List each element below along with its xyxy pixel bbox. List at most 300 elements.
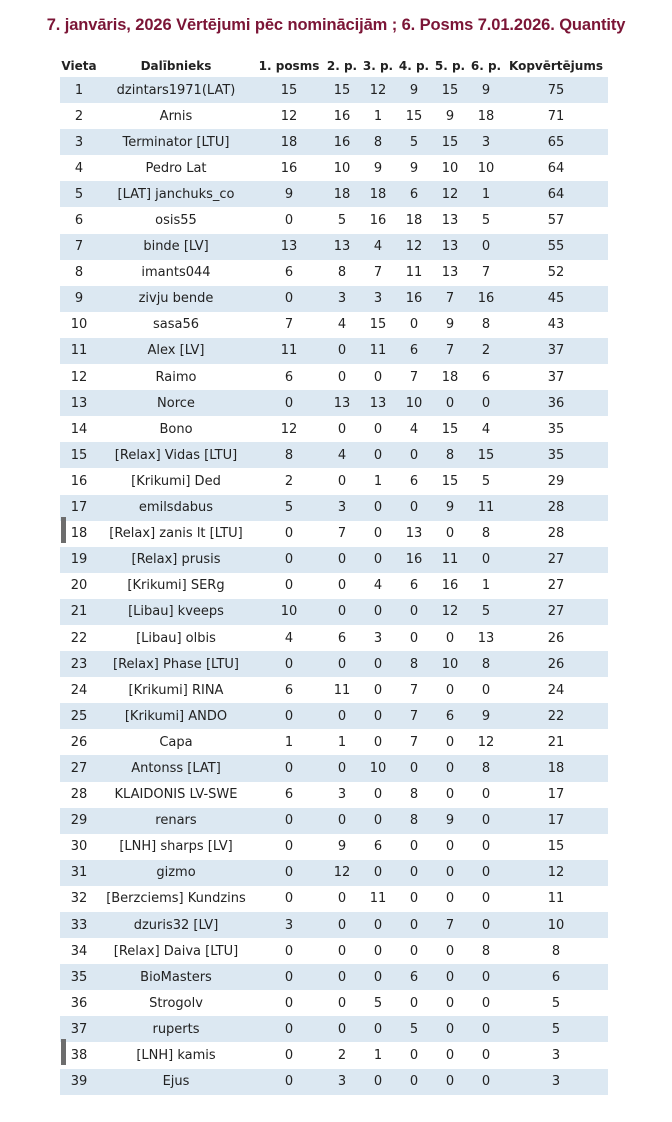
cell-stage-3: 0 (360, 599, 396, 625)
cell-stage-2: 0 (324, 703, 360, 729)
cell-place: 38 (60, 1042, 98, 1068)
cell-total: 27 (504, 599, 608, 625)
table-row (60, 234, 608, 260)
cell-stage-1: 2 (254, 468, 324, 494)
cell-participant: [LAT] janchuks_co (98, 181, 254, 207)
cell-stage-2: 0 (324, 990, 360, 1016)
cell-stage-4: 8 (396, 782, 432, 808)
cell-stage-2: 0 (324, 755, 360, 781)
cell-place: 8 (60, 260, 98, 286)
cell-place: 29 (60, 808, 98, 834)
cell-stage-4: 0 (396, 625, 432, 651)
cell-participant: [Relax] zanis lt [LTU] (98, 521, 254, 547)
cell-stage-6: 0 (468, 1016, 504, 1042)
cell-stage-6: 1 (468, 573, 504, 599)
cell-stage-3: 8 (360, 129, 396, 155)
cell-participant: [Berzciems] Kundzins (98, 886, 254, 912)
table-row (60, 77, 608, 103)
cell-place: 26 (60, 729, 98, 755)
cell-stage-5: 0 (432, 886, 468, 912)
cell-participant: Capa (98, 729, 254, 755)
cell-total: 21 (504, 729, 608, 755)
cell-stage-5: 0 (432, 860, 468, 886)
cell-stage-3: 16 (360, 207, 396, 233)
table-row (60, 286, 608, 312)
table-row (60, 547, 608, 573)
cell-stage-1: 0 (254, 938, 324, 964)
cell-total: 52 (504, 260, 608, 286)
cell-total: 11 (504, 886, 608, 912)
cell-stage-5: 9 (432, 495, 468, 521)
cell-place: 6 (60, 207, 98, 233)
cell-total: 35 (504, 416, 608, 442)
cell-place: 9 (60, 286, 98, 312)
cell-stage-1: 0 (254, 390, 324, 416)
header-participant: Dalībnieks (98, 55, 254, 77)
cell-stage-5: 13 (432, 260, 468, 286)
cell-place: 2 (60, 103, 98, 129)
cell-stage-2: 10 (324, 155, 360, 181)
cell-stage-4: 7 (396, 677, 432, 703)
table-row (60, 729, 608, 755)
cell-stage-2: 0 (324, 468, 360, 494)
cell-stage-5: 0 (432, 1069, 468, 1095)
cell-stage-4: 10 (396, 390, 432, 416)
cell-participant: renars (98, 808, 254, 834)
cell-stage-6: 5 (468, 468, 504, 494)
cell-stage-2: 8 (324, 260, 360, 286)
table-row (60, 782, 608, 808)
cell-stage-3: 9 (360, 155, 396, 181)
table-row (60, 468, 608, 494)
cell-participant: [Krikumi] Ded (98, 468, 254, 494)
table-row (60, 755, 608, 781)
cell-stage-2: 13 (324, 390, 360, 416)
cell-total: 10 (504, 912, 608, 938)
table-row (60, 390, 608, 416)
cell-total: 28 (504, 495, 608, 521)
cell-stage-2: 1 (324, 729, 360, 755)
cell-stage-2: 0 (324, 964, 360, 990)
cell-stage-2: 3 (324, 1069, 360, 1095)
cell-stage-5: 0 (432, 782, 468, 808)
cell-participant: Terminator [LTU] (98, 129, 254, 155)
cell-stage-3: 3 (360, 286, 396, 312)
cell-place: 33 (60, 912, 98, 938)
cell-stage-3: 5 (360, 990, 396, 1016)
header-stage-5: 5. p. (432, 55, 468, 77)
cell-stage-1: 12 (254, 103, 324, 129)
cell-place: 39 (60, 1069, 98, 1095)
cell-stage-5: 0 (432, 938, 468, 964)
cell-stage-2: 0 (324, 573, 360, 599)
cell-stage-1: 8 (254, 442, 324, 468)
cell-participant: zivju bende (98, 286, 254, 312)
cell-stage-4: 7 (396, 364, 432, 390)
cell-stage-4: 8 (396, 651, 432, 677)
cell-stage-1: 1 (254, 729, 324, 755)
cell-participant: [Krikumi] RINA (98, 677, 254, 703)
cell-stage-1: 0 (254, 808, 324, 834)
cell-stage-1: 0 (254, 1016, 324, 1042)
cell-stage-1: 0 (254, 547, 324, 573)
cell-stage-1: 0 (254, 886, 324, 912)
cell-stage-3: 0 (360, 495, 396, 521)
cell-stage-4: 6 (396, 573, 432, 599)
cell-stage-4: 16 (396, 547, 432, 573)
cell-total: 36 (504, 390, 608, 416)
cell-stage-1: 3 (254, 912, 324, 938)
cell-stage-5: 0 (432, 755, 468, 781)
cell-total: 35 (504, 442, 608, 468)
cell-place: 35 (60, 964, 98, 990)
cell-place: 32 (60, 886, 98, 912)
cell-stage-2: 18 (324, 181, 360, 207)
cell-stage-6: 0 (468, 912, 504, 938)
cell-stage-3: 0 (360, 1016, 396, 1042)
table-row (60, 651, 608, 677)
cell-total: 12 (504, 860, 608, 886)
cell-stage-2: 15 (324, 77, 360, 103)
cell-stage-4: 4 (396, 416, 432, 442)
cell-stage-1: 9 (254, 181, 324, 207)
cell-participant: osis55 (98, 207, 254, 233)
cell-stage-5: 7 (432, 286, 468, 312)
cell-total: 57 (504, 207, 608, 233)
cell-stage-2: 9 (324, 834, 360, 860)
cell-stage-2: 0 (324, 651, 360, 677)
cell-participant: [Libau] olbis (98, 625, 254, 651)
cell-stage-3: 12 (360, 77, 396, 103)
cell-total: 27 (504, 573, 608, 599)
cell-stage-2: 0 (324, 808, 360, 834)
cell-participant: [Libau] kveeps (98, 599, 254, 625)
table-row (60, 129, 608, 155)
cell-stage-4: 16 (396, 286, 432, 312)
cell-stage-1: 10 (254, 599, 324, 625)
cell-stage-1: 0 (254, 755, 324, 781)
cell-stage-1: 0 (254, 651, 324, 677)
cell-total: 64 (504, 155, 608, 181)
cell-stage-3: 4 (360, 234, 396, 260)
cell-stage-3: 0 (360, 547, 396, 573)
cell-place: 14 (60, 416, 98, 442)
cell-stage-4: 0 (396, 990, 432, 1016)
cell-stage-3: 0 (360, 782, 396, 808)
cell-stage-6: 8 (468, 938, 504, 964)
cell-stage-4: 6 (396, 338, 432, 364)
cell-stage-6: 7 (468, 260, 504, 286)
cell-participant: Strogolv (98, 990, 254, 1016)
cell-place: 18 (60, 521, 98, 547)
cell-stage-5: 15 (432, 468, 468, 494)
row-marker-38 (61, 1039, 66, 1065)
header-place: Vieta (60, 55, 98, 77)
cell-stage-4: 9 (396, 77, 432, 103)
table-row (60, 1016, 608, 1042)
cell-stage-3: 0 (360, 1069, 396, 1095)
cell-stage-6: 0 (468, 677, 504, 703)
cell-participant: [LNH] kamis (98, 1042, 254, 1068)
cell-total: 24 (504, 677, 608, 703)
cell-place: 30 (60, 834, 98, 860)
cell-stage-6: 0 (468, 990, 504, 1016)
table-body (60, 77, 608, 1095)
cell-participant: imants044 (98, 260, 254, 286)
cell-stage-3: 0 (360, 364, 396, 390)
cell-stage-2: 7 (324, 521, 360, 547)
cell-place: 10 (60, 312, 98, 338)
cell-stage-6: 0 (468, 886, 504, 912)
cell-stage-2: 0 (324, 1016, 360, 1042)
cell-stage-1: 18 (254, 129, 324, 155)
cell-stage-4: 0 (396, 912, 432, 938)
cell-stage-4: 7 (396, 729, 432, 755)
cell-participant: dzintars1971(LAT) (98, 77, 254, 103)
cell-participant: ruperts (98, 1016, 254, 1042)
cell-stage-5: 13 (432, 207, 468, 233)
cell-total: 8 (504, 938, 608, 964)
cell-place: 7 (60, 234, 98, 260)
cell-stage-5: 12 (432, 181, 468, 207)
cell-stage-3: 4 (360, 573, 396, 599)
cell-stage-3: 18 (360, 181, 396, 207)
cell-stage-4: 12 (396, 234, 432, 260)
cell-participant: [Relax] prusis (98, 547, 254, 573)
cell-stage-3: 6 (360, 834, 396, 860)
cell-place: 37 (60, 1016, 98, 1042)
cell-participant: gizmo (98, 860, 254, 886)
cell-stage-6: 1 (468, 181, 504, 207)
cell-participant: Pedro Lat (98, 155, 254, 181)
cell-place: 19 (60, 547, 98, 573)
cell-participant: [Krikumi] SERg (98, 573, 254, 599)
cell-stage-4: 13 (396, 521, 432, 547)
cell-stage-1: 12 (254, 416, 324, 442)
cell-stage-1: 0 (254, 573, 324, 599)
cell-stage-3: 11 (360, 886, 396, 912)
cell-stage-2: 0 (324, 912, 360, 938)
cell-participant: Bono (98, 416, 254, 442)
cell-stage-1: 0 (254, 1069, 324, 1095)
cell-stage-6: 9 (468, 703, 504, 729)
table-row (60, 312, 608, 338)
cell-stage-5: 16 (432, 573, 468, 599)
header-stage-1: 1. posms (254, 55, 324, 77)
cell-stage-5: 15 (432, 129, 468, 155)
cell-stage-2: 3 (324, 782, 360, 808)
cell-stage-3: 7 (360, 260, 396, 286)
cell-stage-5: 0 (432, 677, 468, 703)
cell-place: 3 (60, 129, 98, 155)
cell-stage-4: 0 (396, 834, 432, 860)
cell-place: 25 (60, 703, 98, 729)
table-row (60, 964, 608, 990)
cell-stage-6: 8 (468, 521, 504, 547)
cell-place: 15 (60, 442, 98, 468)
cell-stage-5: 0 (432, 834, 468, 860)
cell-stage-1: 6 (254, 782, 324, 808)
cell-stage-6: 0 (468, 390, 504, 416)
cell-stage-4: 18 (396, 207, 432, 233)
cell-stage-4: 0 (396, 860, 432, 886)
cell-stage-5: 7 (432, 912, 468, 938)
cell-total: 15 (504, 834, 608, 860)
cell-place: 11 (60, 338, 98, 364)
cell-stage-6: 15 (468, 442, 504, 468)
cell-stage-2: 0 (324, 338, 360, 364)
cell-stage-4: 0 (396, 1069, 432, 1095)
cell-stage-6: 0 (468, 860, 504, 886)
cell-stage-5: 0 (432, 521, 468, 547)
cell-stage-5: 10 (432, 155, 468, 181)
cell-stage-1: 0 (254, 860, 324, 886)
cell-stage-4: 5 (396, 129, 432, 155)
table-row (60, 338, 608, 364)
cell-stage-2: 4 (324, 312, 360, 338)
cell-participant: [Relax] Daiva [LTU] (98, 938, 254, 964)
cell-stage-5: 9 (432, 312, 468, 338)
cell-stage-3: 13 (360, 390, 396, 416)
cell-stage-3: 3 (360, 625, 396, 651)
cell-total: 65 (504, 129, 608, 155)
table-header-row (60, 55, 608, 77)
cell-stage-5: 0 (432, 1042, 468, 1068)
cell-stage-4: 5 (396, 1016, 432, 1042)
cell-stage-1: 13 (254, 234, 324, 260)
cell-stage-4: 11 (396, 260, 432, 286)
cell-total: 37 (504, 338, 608, 364)
cell-place: 31 (60, 860, 98, 886)
cell-stage-6: 18 (468, 103, 504, 129)
cell-stage-6: 0 (468, 234, 504, 260)
cell-total: 64 (504, 181, 608, 207)
cell-stage-5: 15 (432, 77, 468, 103)
cell-stage-5: 0 (432, 729, 468, 755)
cell-stage-6: 6 (468, 364, 504, 390)
cell-stage-3: 11 (360, 338, 396, 364)
cell-stage-5: 0 (432, 1016, 468, 1042)
cell-stage-6: 0 (468, 1069, 504, 1095)
cell-total: 5 (504, 990, 608, 1016)
cell-participant: Norce (98, 390, 254, 416)
cell-stage-1: 6 (254, 364, 324, 390)
page-title: 7. janvāris, 2026 Vērtējumi pēc nominācijām ; 6. Posms 7.01.2026. Quantity (46, 16, 626, 34)
cell-stage-3: 1 (360, 468, 396, 494)
table-row (60, 181, 608, 207)
cell-place: 36 (60, 990, 98, 1016)
cell-stage-6: 0 (468, 834, 504, 860)
cell-stage-3: 0 (360, 442, 396, 468)
cell-place: 17 (60, 495, 98, 521)
cell-stage-4: 6 (396, 964, 432, 990)
cell-stage-1: 0 (254, 207, 324, 233)
cell-total: 6 (504, 964, 608, 990)
cell-stage-5: 9 (432, 103, 468, 129)
cell-participant: Raimo (98, 364, 254, 390)
cell-total: 3 (504, 1069, 608, 1095)
cell-stage-4: 0 (396, 442, 432, 468)
cell-stage-1: 0 (254, 521, 324, 547)
table-row (60, 207, 608, 233)
table-row (60, 103, 608, 129)
cell-stage-3: 10 (360, 755, 396, 781)
cell-stage-5: 0 (432, 964, 468, 990)
cell-stage-6: 0 (468, 1042, 504, 1068)
cell-participant: Ejus (98, 1069, 254, 1095)
cell-stage-2: 3 (324, 495, 360, 521)
cell-stage-6: 5 (468, 207, 504, 233)
cell-participant: KLAIDONIS LV-SWE (98, 782, 254, 808)
cell-total: 18 (504, 755, 608, 781)
cell-stage-1: 4 (254, 625, 324, 651)
cell-stage-1: 16 (254, 155, 324, 181)
cell-total: 45 (504, 286, 608, 312)
cell-stage-1: 0 (254, 703, 324, 729)
cell-stage-1: 0 (254, 1042, 324, 1068)
cell-stage-1: 5 (254, 495, 324, 521)
cell-total: 28 (504, 521, 608, 547)
cell-participant: binde [LV] (98, 234, 254, 260)
table-row (60, 364, 608, 390)
cell-place: 27 (60, 755, 98, 781)
cell-stage-5: 6 (432, 703, 468, 729)
cell-stage-4: 0 (396, 495, 432, 521)
cell-stage-6: 5 (468, 599, 504, 625)
cell-stage-2: 12 (324, 860, 360, 886)
cell-stage-5: 9 (432, 808, 468, 834)
table-row (60, 442, 608, 468)
cell-stage-5: 0 (432, 990, 468, 1016)
cell-stage-1: 11 (254, 338, 324, 364)
cell-total: 55 (504, 234, 608, 260)
cell-place: 21 (60, 599, 98, 625)
cell-stage-3: 0 (360, 964, 396, 990)
cell-total: 43 (504, 312, 608, 338)
cell-stage-2: 0 (324, 364, 360, 390)
table-row (60, 1042, 608, 1068)
cell-place: 23 (60, 651, 98, 677)
cell-stage-3: 1 (360, 103, 396, 129)
cell-stage-6: 4 (468, 416, 504, 442)
cell-stage-4: 8 (396, 808, 432, 834)
table-row (60, 625, 608, 651)
cell-stage-2: 0 (324, 599, 360, 625)
cell-stage-2: 13 (324, 234, 360, 260)
cell-participant: [LNH] sharps [LV] (98, 834, 254, 860)
table-row (60, 599, 608, 625)
cell-stage-3: 15 (360, 312, 396, 338)
cell-stage-4: 9 (396, 155, 432, 181)
cell-stage-5: 0 (432, 390, 468, 416)
cell-total: 26 (504, 651, 608, 677)
cell-stage-2: 4 (324, 442, 360, 468)
header-stage-6: 6. p. (468, 55, 504, 77)
cell-total: 27 (504, 547, 608, 573)
row-marker-18 (61, 517, 66, 543)
cell-stage-6: 0 (468, 964, 504, 990)
cell-total: 22 (504, 703, 608, 729)
cell-stage-4: 0 (396, 938, 432, 964)
cell-place: 5 (60, 181, 98, 207)
cell-place: 4 (60, 155, 98, 181)
cell-participant: Alex [LV] (98, 338, 254, 364)
cell-stage-6: 3 (468, 129, 504, 155)
cell-stage-4: 7 (396, 703, 432, 729)
cell-stage-1: 6 (254, 260, 324, 286)
cell-stage-5: 15 (432, 416, 468, 442)
cell-stage-5: 11 (432, 547, 468, 573)
